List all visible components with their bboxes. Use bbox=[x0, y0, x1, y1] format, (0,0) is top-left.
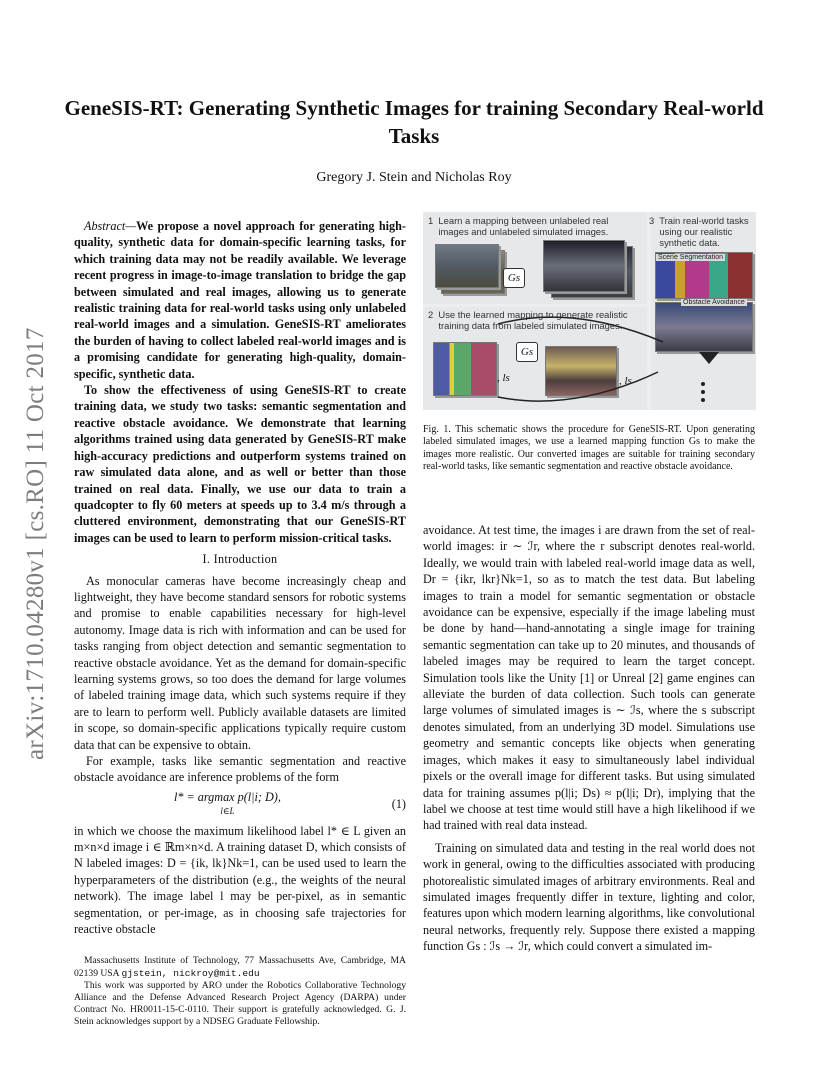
fig-tag-seg: Scene Segmentation bbox=[658, 254, 723, 261]
fig-step-2: 2 Use the learned mapping to generate realistic training data from labeled simulated images. bbox=[428, 309, 628, 331]
intro-right-p1: avoidance. At test time, the images i are drawn from the set of real-world images: ir ∼ ℐr, where the r subscript denotes real-world. Ideally, we would train with labeled real-world image data as well, Dr = {ikr, lkr}Nk=1, so as to match the test data. But labeling images to train a model for semantic segmentation or obstacle avoidance can be expensive, especially if the image labeling must be done by hand—hand-annotating a single image for training semantic segmentation can take up to 20 minutes, and thousands of labeled images may be required to learn the target concept. Simulation tools like the Unity [1] or Unreal [2] game engines can alleviate the burden of data collection. Such tools can generate large volumes of simulated images is ∼ ℐs, where the s subscript denotes simulated, from an underlying 3D model. Simulations use geometry and semantic concepts like objects when generating images, which makes it easy to simultaneously label individual pixels or the overall image for different tasks. But using simulated data for training assumes p(l|i; Ds) ≈ p(l|i; Dr), implying that the label we choose at test time would still have a high likelihood if we had trained with real data instead. bbox=[423, 523, 755, 833]
intro-p2: For example, tasks like semantic segmentation and reactive obstacle avoidance are inference problems of the form bbox=[74, 754, 406, 785]
equation-number: (1) bbox=[391, 797, 406, 812]
paper-title: GeneSIS-RT: Generating Synthetic Images for training Secondary Real-world Tasks bbox=[64, 96, 764, 148]
abstract-lead: Abstract— bbox=[84, 219, 137, 233]
fig-ls-label-2: , ls bbox=[619, 375, 632, 387]
footnotes: Massachusetts Institute of Technology, 77 Massachusetts Ave, Cambridge, MA 02139 USA gjstein, nickroy@mit.edu This work was supported by ARO under the Robotics Collaborative Technology Alliance and the Defense Advanced Research Project Agency (DARPA) under Contract No. HR0011-15-C-0110. Their support is gratefully acknowledged. G. J. Stein acknowledges support by a NDSEG Graduate Fellowship. bbox=[74, 955, 406, 1028]
abstract-p2: To show the effectiveness of using GeneSIS-RT to create training data, we study two tasks: semantic segmentation and reactive obstacle avoidance. We demonstrate that learning algorithms trained using data generated by GeneSIS-RT make high-accuracy predictions and outperform systems trained on raw simulated data alone, and as well or better than those trained on real data. Finally, we use our data to train a quadcopter to fly 60 meters at speeds up to 3.4 m/s through a cluttered environment, demonstrating that our GeneSIS-RT images can be used to learn to perform mission-critical tasks. bbox=[74, 383, 406, 545]
left-column bbox=[74, 218, 406, 1029]
paper-authors: Gregory J. Stein and Nicholas Roy bbox=[316, 170, 512, 185]
intro-p1: As monocular cameras have become increasingly cheap and lightweight, they have become standard sensors for robotic systems and promise to enable capabilities necessary for high-level autonomy. Image data is rich with information and can be used for tasks ranging from object detection and semantic segmentation to reactive obstacle avoidance. Yet as the demand for domain-specific learning systems grows, so too does the demand for large volumes of labeled training image data, which such systems require if they are to learn to perform well. Publicly available datasets are limited in scope, so domain-specific applications typically require custom data that can be expensive to obtain. bbox=[74, 573, 406, 752]
fig-gs-box: Gs bbox=[503, 268, 525, 288]
right-column bbox=[423, 522, 755, 955]
fig-tag-obs: Obstacle Avoidance bbox=[683, 299, 745, 306]
figure-caption: Fig. 1. This schematic shows the procedure for GeneSIS-RT. Upon generating labeled simulated images, we use a learned mapping function Gs to make the images more realistic. Our converted images are suitable for training secondary real-world tasks, like semantic segmentation and reactive obstacle avoidance. bbox=[423, 424, 755, 473]
fig-arrows bbox=[423, 212, 756, 410]
figure-1 bbox=[423, 212, 756, 410]
fig-step-1: 1 Learn a mapping between unlabeled real images and unlabeled simulated images. bbox=[428, 215, 609, 237]
fig-ls-label-1: , ls bbox=[497, 372, 510, 384]
section-heading: I. Introduction bbox=[202, 552, 278, 567]
fig-gs-box-2: Gs bbox=[516, 342, 538, 362]
intro-p3: in which we choose the maximum likelihood label l* ∈ L given an m×n×d image i ∈ ℝm×n×d. A training dataset D, which consists of N labeled images: D = {ik, lk}Nk=1, can be used used to learn the hyperparameters of the distribution (e.g., the weights of the neural network). The image label l may be per-pixel, as in semantic segmentation, or per-image, as in choosing safe trajectories for reactive obstacle bbox=[74, 823, 406, 937]
intro-right-p2: Training on simulated data and testing in the real world does not work in general, owing to the difficulties associated with producing photorealistic simulated images of arbitrary environments. Real and simulated images frequently differ in texture, lighting and color, features upon which modern learning algorithms, like convolutional neural networks, frequently rely. Suppose there existed a mapping function Gs : ℐs → ℐr, which could convert a simulated im- bbox=[423, 840, 755, 954]
fig-step-3: 3 Train real-world tasks using our realistic synthetic data. bbox=[649, 215, 749, 248]
abstract-p1: Abstract—We propose a novel approach for generating high-quality, synthetic data for domain-specific learning tasks, for which training data may not be readily available. We leverage recent progress in image-to-image translation to bridge the gap between simulated and real images, allowing us to generate realistic training data for real-world tasks using only unlabeled real-world images and a simulation. GeneSIS-RT ameliorates the burden of having to collect labeled real-world images and is a promising candidate for generating high-quality, domain-specific, synthetic data. bbox=[74, 219, 406, 381]
arxiv-stamp: arXiv:1710.04280v1 [cs.RO] 11 Oct 2017 bbox=[22, 327, 49, 760]
equation-1: l* = argmax p(l|i; D), l∈L (1) bbox=[174, 789, 406, 817]
